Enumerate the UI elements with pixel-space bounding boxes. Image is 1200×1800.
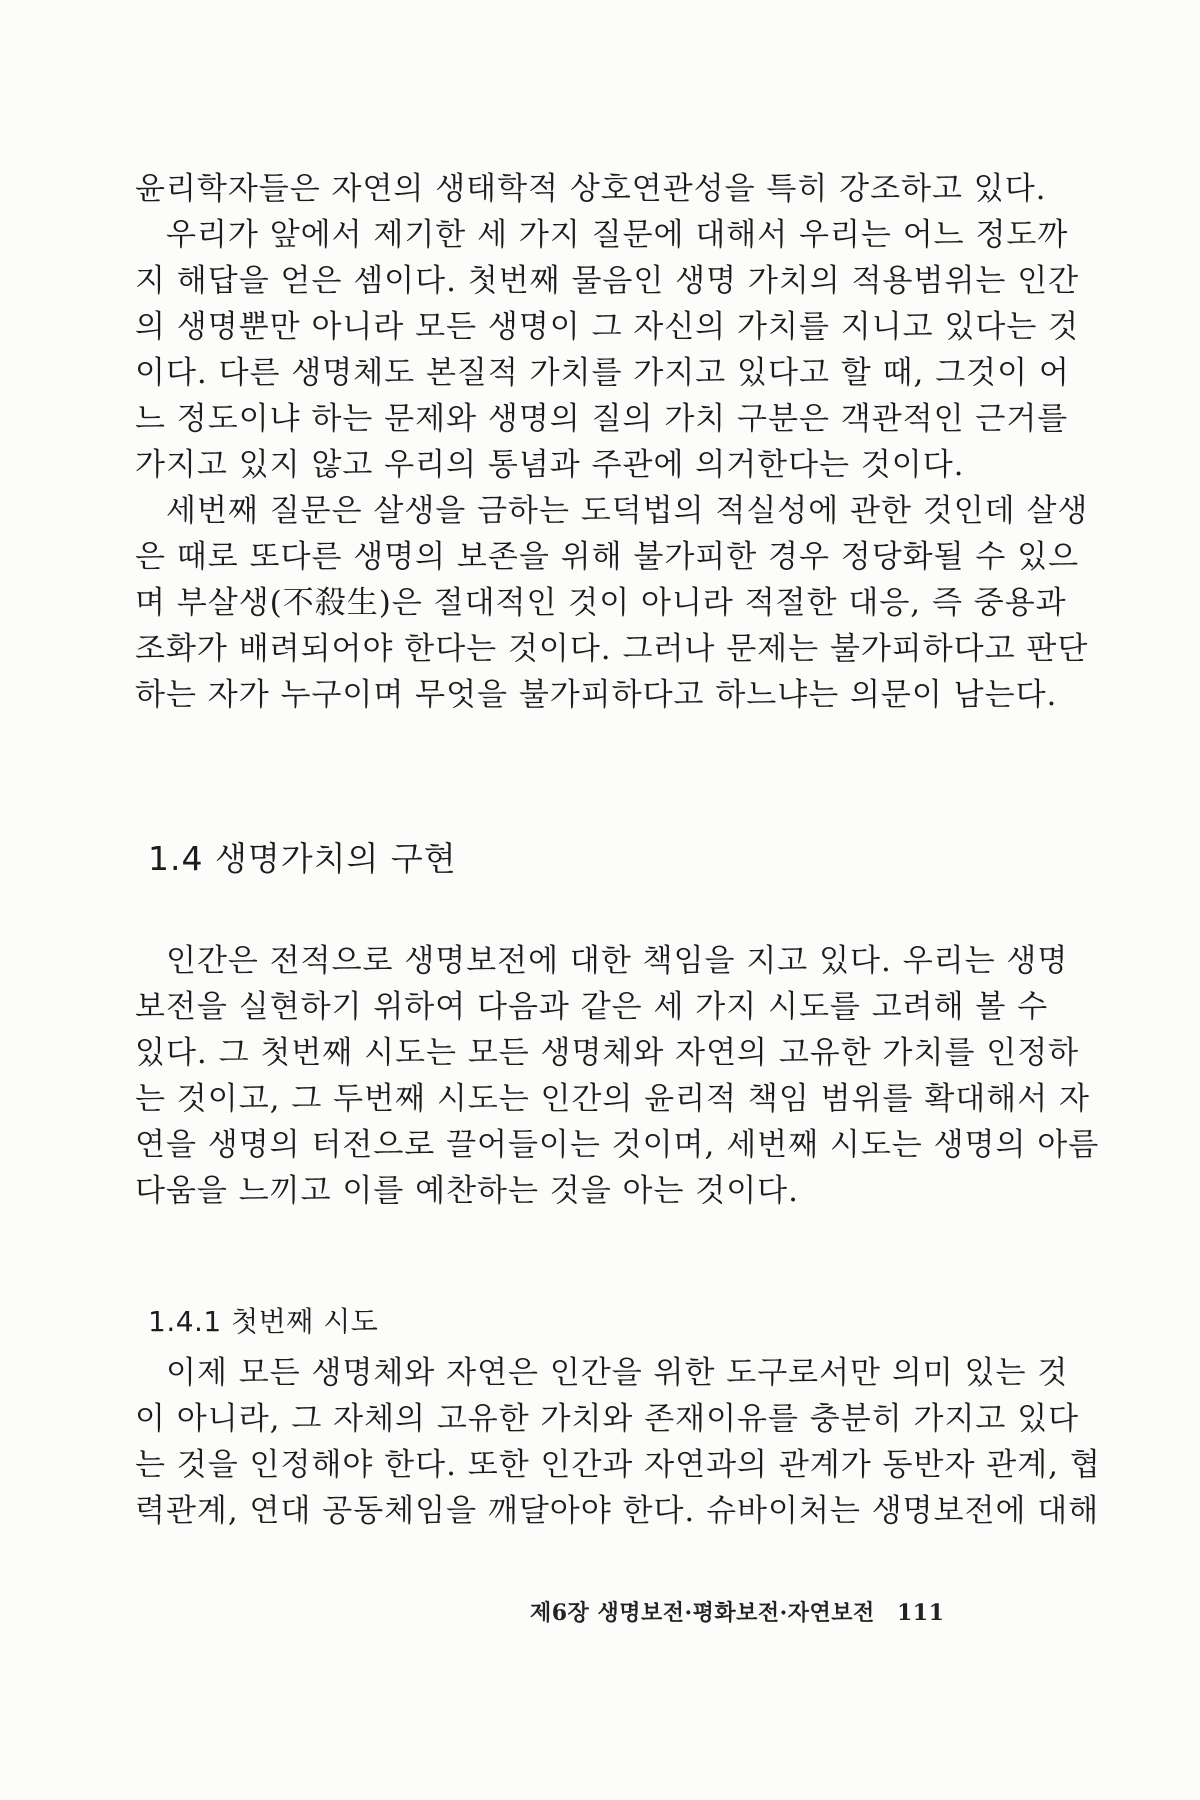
text-line: 다움을 느끼고 이를 예찬하는 것을 아는 것이다. bbox=[135, 1173, 799, 1209]
text-line: 보전을 실현하기 위하여 다음과 같은 세 가지 시도를 고려해 볼 수 bbox=[135, 989, 1049, 1025]
text-line: 조화가 배려되어야 한다는 것이다. 그러나 문제는 불가피하다고 판단 bbox=[135, 631, 1089, 667]
section-heading: 1.4 생명가치의 구현 bbox=[148, 839, 457, 878]
paragraph-3 bbox=[135, 488, 1089, 718]
text-line: 연을 생명의 터전으로 끌어들이는 것이며, 세번째 시도는 생명의 아름 bbox=[135, 1127, 1100, 1163]
text-line: 은 때로 또다른 생명의 보존을 위해 불가피한 경우 정당화될 수 있으 bbox=[135, 539, 1080, 575]
text-line: 인간은 전적으로 생명보전에 대한 책임을 지고 있다. 우리는 생명 bbox=[166, 943, 1069, 979]
paragraph-4 bbox=[135, 938, 1100, 1214]
text-line: 며 부살생(不殺生)은 절대적인 것이 아니라 적절한 대응, 즉 중용과 bbox=[135, 585, 1067, 621]
chapter-title: 제6장 생명보전·평화보전·자연보전 bbox=[530, 1600, 875, 1626]
text-line: 윤리학자들은 자연의 생태학적 상호연관성을 특히 강조하고 있다. bbox=[135, 171, 1047, 207]
text-line: 의 생명뿐만 아니라 모든 생명이 그 자신의 가치를 지니고 있다는 것 bbox=[135, 309, 1080, 345]
paragraph-5 bbox=[135, 1350, 1101, 1534]
paragraph-2 bbox=[135, 212, 1080, 488]
text-line: 가지고 있지 않고 우리의 통념과 주관에 의거한다는 것이다. bbox=[135, 447, 965, 483]
text-line: 있다. 그 첫번째 시도는 모든 생명체와 자연의 고유한 가치를 인정하 bbox=[135, 1035, 1080, 1071]
page-number: 111 bbox=[897, 1600, 945, 1626]
paragraph-1 bbox=[135, 166, 1047, 212]
text-line: 력관계, 연대 공동체임을 깨달아야 한다. 슈바이처는 생명보전에 대해 bbox=[135, 1493, 1100, 1529]
subsection-heading: 1.4.1 첫번째 시도 bbox=[148, 1305, 379, 1338]
text-line: 이제 모든 생명체와 자연은 인간을 위한 도구로서만 의미 있는 것 bbox=[166, 1355, 1069, 1391]
text-line: 느 정도이냐 하는 문제와 생명의 질의 가치 구분은 객관적인 근거를 bbox=[135, 401, 1069, 437]
text-line: 세번째 질문은 살생을 금하는 도덕법의 적실성에 관한 것인데 살생 bbox=[166, 493, 1089, 529]
text-line: 는 것이고, 그 두번째 시도는 인간의 윤리적 책임 범위를 확대해서 자 bbox=[135, 1081, 1090, 1117]
text-line: 이 아니라, 그 자체의 고유한 가치와 존재이유를 충분히 가지고 있다 bbox=[135, 1401, 1080, 1437]
text-line: 지 해답을 얻은 셈이다. 첫번째 물음인 생명 가치의 적용범위는 인간 bbox=[135, 263, 1080, 299]
text-line: 우리가 앞에서 제기한 세 가지 질문에 대해서 우리는 어느 정도까 bbox=[166, 217, 1069, 253]
page-footer bbox=[530, 1596, 944, 1627]
text-line: 는 것을 인정해야 한다. 또한 인간과 자연과의 관계가 동반자 관계, 협 bbox=[135, 1447, 1101, 1483]
text-line: 이다. 다른 생명체도 본질적 가치를 가지고 있다고 할 때, 그것이 어 bbox=[135, 355, 1070, 391]
text-line: 하는 자가 누구이며 무엇을 불가피하다고 하느냐는 의문이 남는다. bbox=[135, 677, 1058, 713]
